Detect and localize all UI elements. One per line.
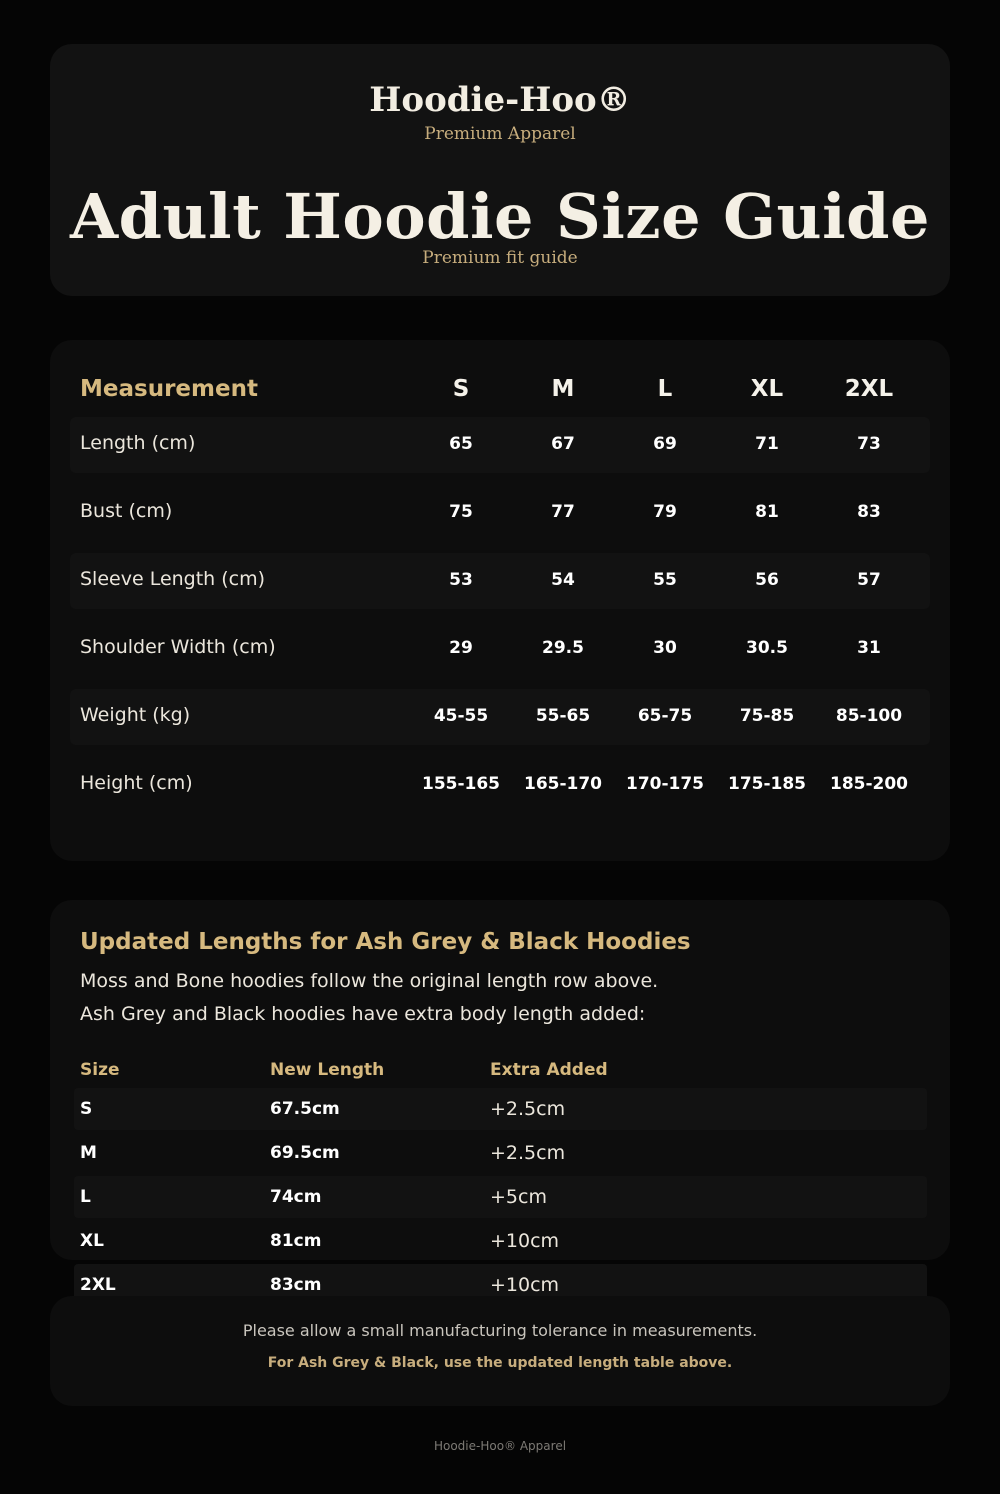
- table-cell: 165-170: [523, 774, 603, 794]
- table-cell: 85-100: [835, 706, 903, 726]
- updated-extra: +2.5cm: [490, 1142, 566, 1164]
- table-cell: 57: [857, 570, 881, 590]
- size-header-s: S: [452, 376, 470, 402]
- table-cell: 54: [551, 570, 575, 590]
- list-item: [74, 1220, 927, 1262]
- row-label: Sleeve Length (cm): [80, 568, 266, 590]
- row-label: Height (cm): [80, 772, 193, 794]
- updated-header-new-length: New Length: [270, 1060, 385, 1080]
- measurement-header: Measurement: [80, 376, 258, 402]
- list-item: [74, 1088, 927, 1130]
- updated-length: 83cm: [270, 1275, 322, 1295]
- table-row: [70, 621, 930, 677]
- table-cell: 69: [653, 434, 677, 454]
- table-cell: 175-185: [727, 774, 807, 794]
- table-cell: 30: [653, 638, 677, 658]
- updated-size: 2XL: [80, 1275, 116, 1295]
- table-cell: 67: [551, 434, 575, 454]
- updated-extra: +5cm: [490, 1186, 547, 1208]
- brand-name: Hoodie-Hoo®: [369, 80, 631, 120]
- table-cell: 185-200: [829, 774, 909, 794]
- table-cell: 30.5: [746, 638, 788, 658]
- table-cell: 55-65: [535, 706, 591, 726]
- updated-size: M: [80, 1143, 97, 1163]
- table-cell: 65: [449, 434, 473, 454]
- size-header-xl: XL: [750, 376, 784, 402]
- table-cell: 45-55: [433, 706, 489, 726]
- row-label: Weight (kg): [80, 704, 191, 726]
- brand-tagline: Premium Apparel: [424, 124, 576, 144]
- updated-length: 81cm: [270, 1231, 322, 1251]
- notes-card: [50, 1296, 950, 1406]
- updated-note-line-1: Moss and Bone hoodies follow the original length row above.: [80, 970, 659, 992]
- row-label: Shoulder Width (cm): [80, 636, 276, 658]
- table-cell: 31: [857, 638, 881, 658]
- table-row: [70, 553, 930, 609]
- table-cell: 29.5: [542, 638, 584, 658]
- updated-extra: +10cm: [490, 1274, 560, 1296]
- table-cell: 75: [449, 502, 473, 522]
- size-header-2xl: 2XL: [844, 376, 894, 402]
- table-cell: 75-85: [739, 706, 795, 726]
- table-cell: 77: [551, 502, 575, 522]
- table-cell: 55: [653, 570, 677, 590]
- list-item: [74, 1132, 927, 1174]
- table-row: [70, 485, 930, 541]
- footer-text: Hoodie-Hoo® Apparel: [433, 1439, 567, 1453]
- updated-extra: +10cm: [490, 1230, 560, 1252]
- table-row: [70, 417, 930, 473]
- updated-table-note: For Ash Grey & Black, use the updated length table above.: [267, 1355, 733, 1371]
- updated-size: S: [80, 1099, 93, 1119]
- table-cell: 29: [449, 638, 473, 658]
- tolerance-note: Please allow a small manufacturing tolerance in measurements.: [242, 1321, 758, 1340]
- row-label: Length (cm): [80, 432, 196, 454]
- updated-header-extra: Extra Added: [490, 1060, 608, 1080]
- size-header-m: M: [551, 376, 575, 402]
- table-cell: 83: [857, 502, 881, 522]
- updated-length: 74cm: [270, 1187, 322, 1207]
- updated-extra: +2.5cm: [490, 1098, 566, 1120]
- table-cell: 71: [755, 434, 779, 454]
- updated-size: L: [80, 1187, 91, 1207]
- table-cell: 73: [857, 434, 881, 454]
- table-row: [70, 689, 930, 745]
- page-subtitle: Premium fit guide: [422, 248, 578, 268]
- list-item: [74, 1176, 927, 1218]
- table-cell: 53: [449, 570, 473, 590]
- size-table-header: [70, 368, 930, 412]
- table-cell: 56: [755, 570, 779, 590]
- table-cell: 170-175: [625, 774, 705, 794]
- updated-header-size: Size: [80, 1060, 120, 1080]
- updated-length: 69.5cm: [270, 1143, 340, 1163]
- updated-length: 67.5cm: [270, 1099, 340, 1119]
- table-cell: 65-75: [637, 706, 693, 726]
- page-title: Adult Hoodie Size Guide: [70, 180, 930, 253]
- row-label: Bust (cm): [80, 500, 173, 522]
- updated-size: XL: [80, 1231, 104, 1251]
- table-cell: 81: [755, 502, 779, 522]
- updated-lengths-title: Updated Lengths for Ash Grey & Black Hoodies: [80, 929, 691, 955]
- size-header-l: L: [657, 376, 673, 402]
- updated-note-line-2: Ash Grey and Black hoodies have extra body length added:: [80, 1003, 646, 1025]
- table-cell: 155-165: [421, 774, 501, 794]
- table-row: [70, 757, 930, 813]
- table-cell: 79: [653, 502, 677, 522]
